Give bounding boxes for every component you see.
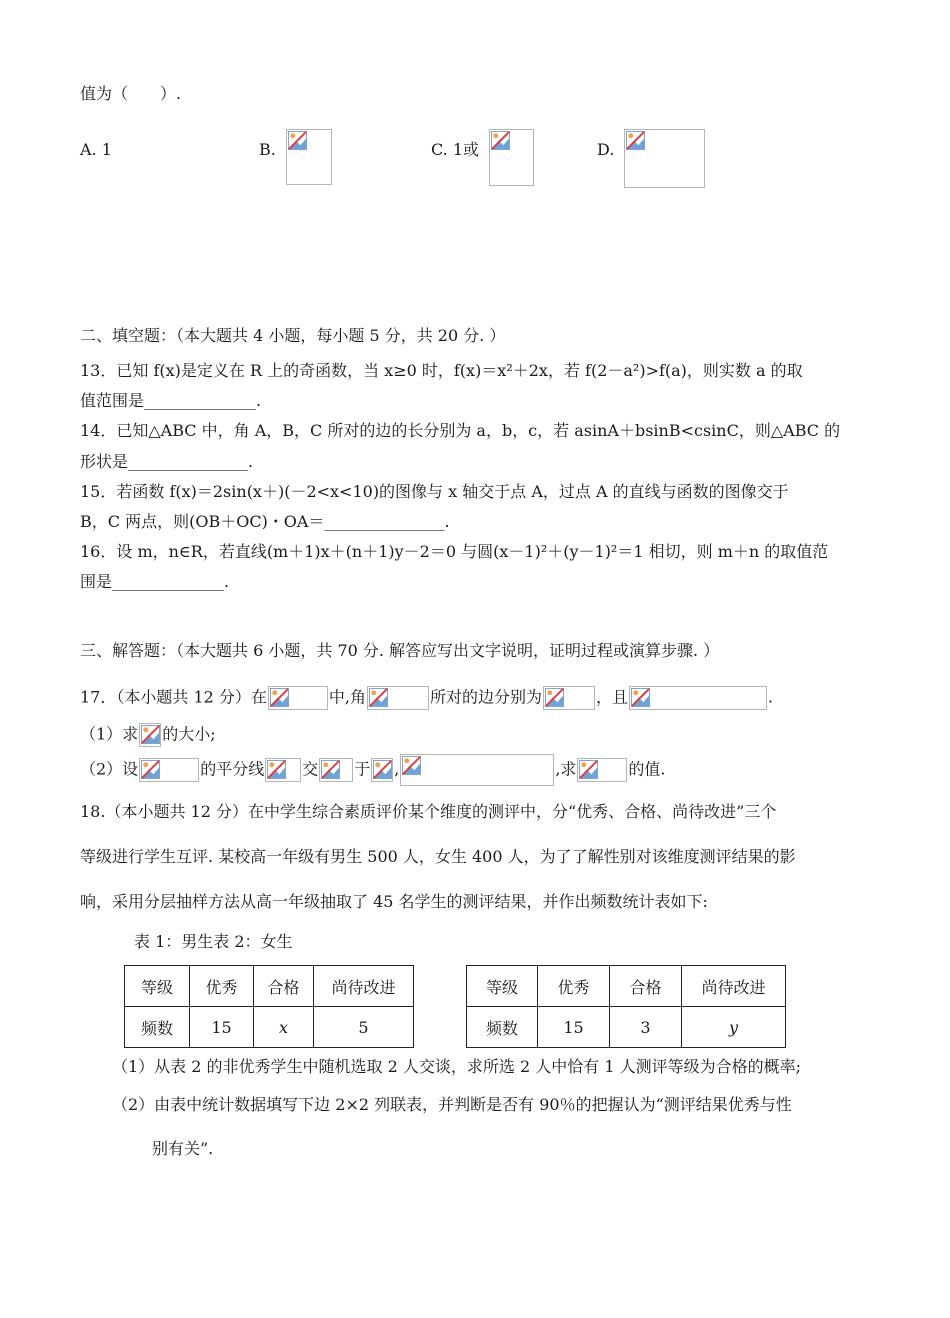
table-cell: 15	[190, 1007, 254, 1048]
formula-image	[139, 758, 199, 782]
formula-image	[577, 758, 627, 782]
table-cell: 15	[538, 1007, 610, 1048]
q14-line1: 14．已知△ABC 中，角 A，B，C 所对的边的长分别为 a，b，c，若 asinA＋bsinB<csinC，则△ABC 的	[80, 421, 841, 440]
table-cell: 等级	[125, 966, 190, 1007]
q15-line2: B，C 两点，则(OB＋OC)・OA＝_______________.	[80, 512, 450, 531]
table-row	[467, 966, 786, 1007]
table-cell: 等级	[467, 966, 538, 1007]
broken-image-icon	[288, 131, 307, 150]
table-cell: 尚待改进	[682, 966, 786, 1007]
broken-image-icon	[141, 760, 160, 779]
table-cell: 尚待改进	[314, 966, 414, 1007]
table-cell: 5	[314, 1007, 414, 1048]
q18-part2-line1: （2）由表中统计数据填写下边 2×2 列联表，并判断是否有 90％的把握认为“测评结果优秀与性	[112, 1095, 792, 1114]
q12-tail: 值为（ ）.	[80, 84, 182, 103]
table-cell: 频数	[467, 1007, 538, 1048]
table-row	[125, 1007, 414, 1048]
table-cell: 优秀	[538, 966, 610, 1007]
section2-header: 二、填空题：（本大题共 4 小题，每小题 5 分，共 20 分. ）	[80, 326, 506, 345]
q17-part1: （1）求 的大小;	[80, 723, 216, 747]
formula-image	[629, 686, 767, 710]
broken-image-icon	[373, 760, 392, 779]
option-d-image	[624, 129, 705, 188]
table-cell: 合格	[254, 966, 314, 1007]
option-d-label: D.	[597, 140, 615, 159]
broken-image-icon	[141, 725, 160, 744]
formula-image	[543, 686, 595, 710]
q17-line1: 17．（本小题共 12 分）在 中,角 所对的边分别为 ，且 .	[80, 686, 773, 710]
table-cell: y	[682, 1007, 786, 1048]
option-b-label: B.	[259, 140, 276, 159]
q16-line2: 围是______________.	[80, 572, 230, 591]
formula-image	[319, 758, 353, 782]
formula-image	[371, 758, 393, 782]
q18-line1: 18.（本小题共 12 分）在中学生综合素质评价某个维度的测评中，分“优秀、合格、尚待改进”三个	[80, 802, 777, 821]
section3-header: 三、解答题：（本大题共 6 小题，共 70 分. 解答应写出文字说明，证明过程或演算步骤. ）	[80, 641, 720, 660]
table-female	[466, 965, 786, 1048]
broken-image-icon	[579, 760, 598, 779]
broken-image-icon	[321, 760, 340, 779]
table-male	[124, 965, 414, 1048]
option-a: A. 1	[80, 140, 112, 159]
table-row	[125, 966, 414, 1007]
broken-image-icon	[267, 760, 286, 779]
table-cell: 3	[610, 1007, 682, 1048]
table-cell: 优秀	[190, 966, 254, 1007]
table-caption: 表 1：男生表 2：女生	[134, 932, 293, 951]
formula-image	[400, 754, 554, 786]
q17-part2: （2）设 的平分线 交 于 , ,求 的值.	[80, 754, 666, 786]
broken-image-icon	[270, 688, 289, 707]
broken-image-icon	[402, 756, 421, 775]
q14-line2: 形状是_______________.	[80, 452, 254, 471]
broken-image-icon	[626, 131, 645, 150]
q18-line3: 响，采用分层抽样方法从高一年级抽取了 45 名学生的测评结果，并作出频数统计表如下:	[80, 892, 708, 911]
formula-image	[265, 758, 301, 782]
broken-image-icon	[545, 688, 564, 707]
option-b-image	[286, 129, 332, 185]
broken-image-icon	[631, 688, 650, 707]
formula-image	[139, 723, 161, 747]
q13-line1: 13．已知 f(x)是定义在 R 上的奇函数，当 x≥0 时，f(x)＝x²＋2x，若 f(2－a²)>f(a)，则实数 a 的取	[80, 361, 803, 380]
q16-line1: 16．设 m，n∈R，若直线(m＋1)x＋(n＋1)y－2＝0 与圆(x－1)²＋(y－1)²＝1 相切，则 m＋n 的取值范	[80, 542, 829, 561]
formula-image	[367, 686, 429, 710]
broken-image-icon	[369, 688, 388, 707]
q13-line2: 值范围是______________.	[80, 391, 262, 410]
table-cell: 合格	[610, 966, 682, 1007]
table-cell: x	[254, 1007, 314, 1048]
table-row	[467, 1007, 786, 1048]
q15-line1: 15．若函数 f(x)＝2sin(x＋)(－2<x<10)的图像与 x 轴交于点 A，过点 A 的直线与函数的图像交于	[80, 482, 789, 501]
q18-part2-line2: 别有关”.	[152, 1139, 214, 1158]
q18-line2: 等级进行学生互评. 某校高一年级有男生 500 人，女生 400 人，为了了解性别对该维度测评结果的影	[80, 847, 796, 866]
option-c-image	[489, 129, 534, 186]
table-cell: 频数	[125, 1007, 190, 1048]
option-c-label: C. 1或	[431, 140, 480, 159]
formula-image	[268, 686, 328, 710]
q18-part1: （1）从表 2 的非优秀学生中随机选取 2 人交谈，求所选 2 人中恰有 1 人测评等级为合格的概率;	[112, 1057, 801, 1076]
broken-image-icon	[491, 131, 510, 150]
